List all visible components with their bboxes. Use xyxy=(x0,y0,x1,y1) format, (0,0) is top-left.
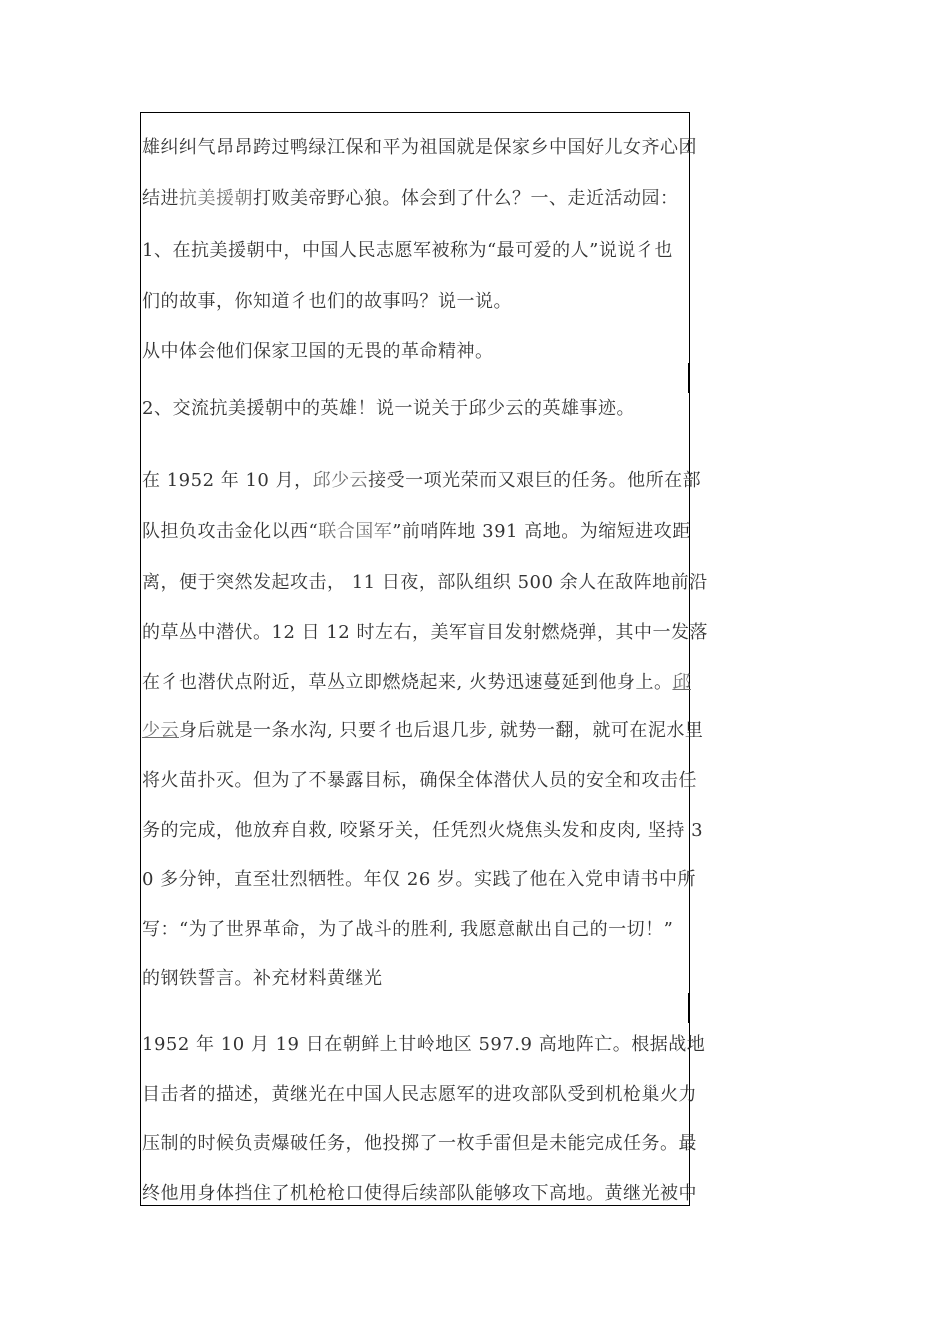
text-line: 少云身后就是一条水沟, 只要彳也后退几步, 就势一翻，就可在泥水里 xyxy=(142,720,704,741)
text-line: 压制的时候负责爆破任务，他投掷了一枚手雷但是未能完成任务。最 xyxy=(142,1133,697,1154)
name-qiu-shaoyun: 邱少云 xyxy=(312,470,369,491)
frame-edge-mark xyxy=(688,363,690,393)
link-qiu-shaoyun: 邱 xyxy=(672,672,691,693)
text-line: 结进抗美援朝打败美帝野心狼。体会到了什么？一、走近活动园： xyxy=(142,188,679,209)
text-line: 离，便于突然发起攻击， 11 日夜，部队组织 500 余人在敌阵地前沿 xyxy=(142,572,708,593)
text-line: 1952 年 10 月 19 日在朝鲜上甘岭地区 597.9 高地阵亡。根据战地 xyxy=(142,1034,706,1055)
text-line: 的钢铁誓言。补充材料黄继光 xyxy=(142,968,383,989)
text-line: 的草丛中潜伏。12 日 12 时左右，美军盲目发射燃烧弹，其中一发落 xyxy=(142,622,708,643)
keyword-un-forces: 联合国军 xyxy=(318,521,393,542)
text-line: 0 多分钟，直至壮烈牺牲。年仅 26 岁。实践了他在入党申请书中所 xyxy=(142,869,697,890)
frame-edge-mark xyxy=(688,993,690,1023)
text-line: 从中体会他们保家卫国的无畏的革命精神。 xyxy=(142,341,494,362)
text-line: 2、交流抗美援朝中的英雄！说一说关于邱少云的英雄事迹。 xyxy=(142,398,635,419)
text-line: 雄纠纠气昂昂跨过鸭绿江保和平为祖国就是保家乡中国好儿女齐心团 xyxy=(142,137,697,158)
text-line: 队担负攻击金化以西“联合国军”前哨阵地 391 高地。为缩短进攻距 xyxy=(142,521,691,542)
text-line: 写：“为了世界革命，为了战斗的胜利, 我愿意献出自己的一切！” xyxy=(142,919,674,940)
text-line: 在彳也潜伏点附近，草丛立即燃烧起来, 火势迅速蔓延到他身上。邱 xyxy=(142,672,691,693)
text-line: 务的完成，他放弃自救, 咬紧牙关，任凭烈火烧焦头发和皮肉, 坚持 3 xyxy=(142,820,704,841)
text-line: 1、在抗美援朝中，中国人民志愿军被称为“最可爱的人”说说彳也 xyxy=(142,240,673,261)
text-line: 终他用身体挡住了机枪枪口使得后续部队能够攻下高地。黄继光被中 xyxy=(142,1183,697,1204)
text-line: 将火苗扑灭。但为了不暴露目标，确保全体潜伏人员的安全和攻击任 xyxy=(142,770,697,791)
text-line: 在 1952 年 10 月，邱少云接受一项光荣而又艰巨的任务。他所在部 xyxy=(142,470,702,491)
link-qiu-shaoyun: 少云 xyxy=(142,720,179,741)
text-line: 们的故事，你知道彳也们的故事吗？说一说。 xyxy=(142,291,512,312)
keyword-kangmei: 抗美援朝 xyxy=(179,188,253,209)
text-line: 目击者的描述，黄继光在中国人民志愿军的进攻部队受到机枪巢火力 xyxy=(142,1084,697,1105)
